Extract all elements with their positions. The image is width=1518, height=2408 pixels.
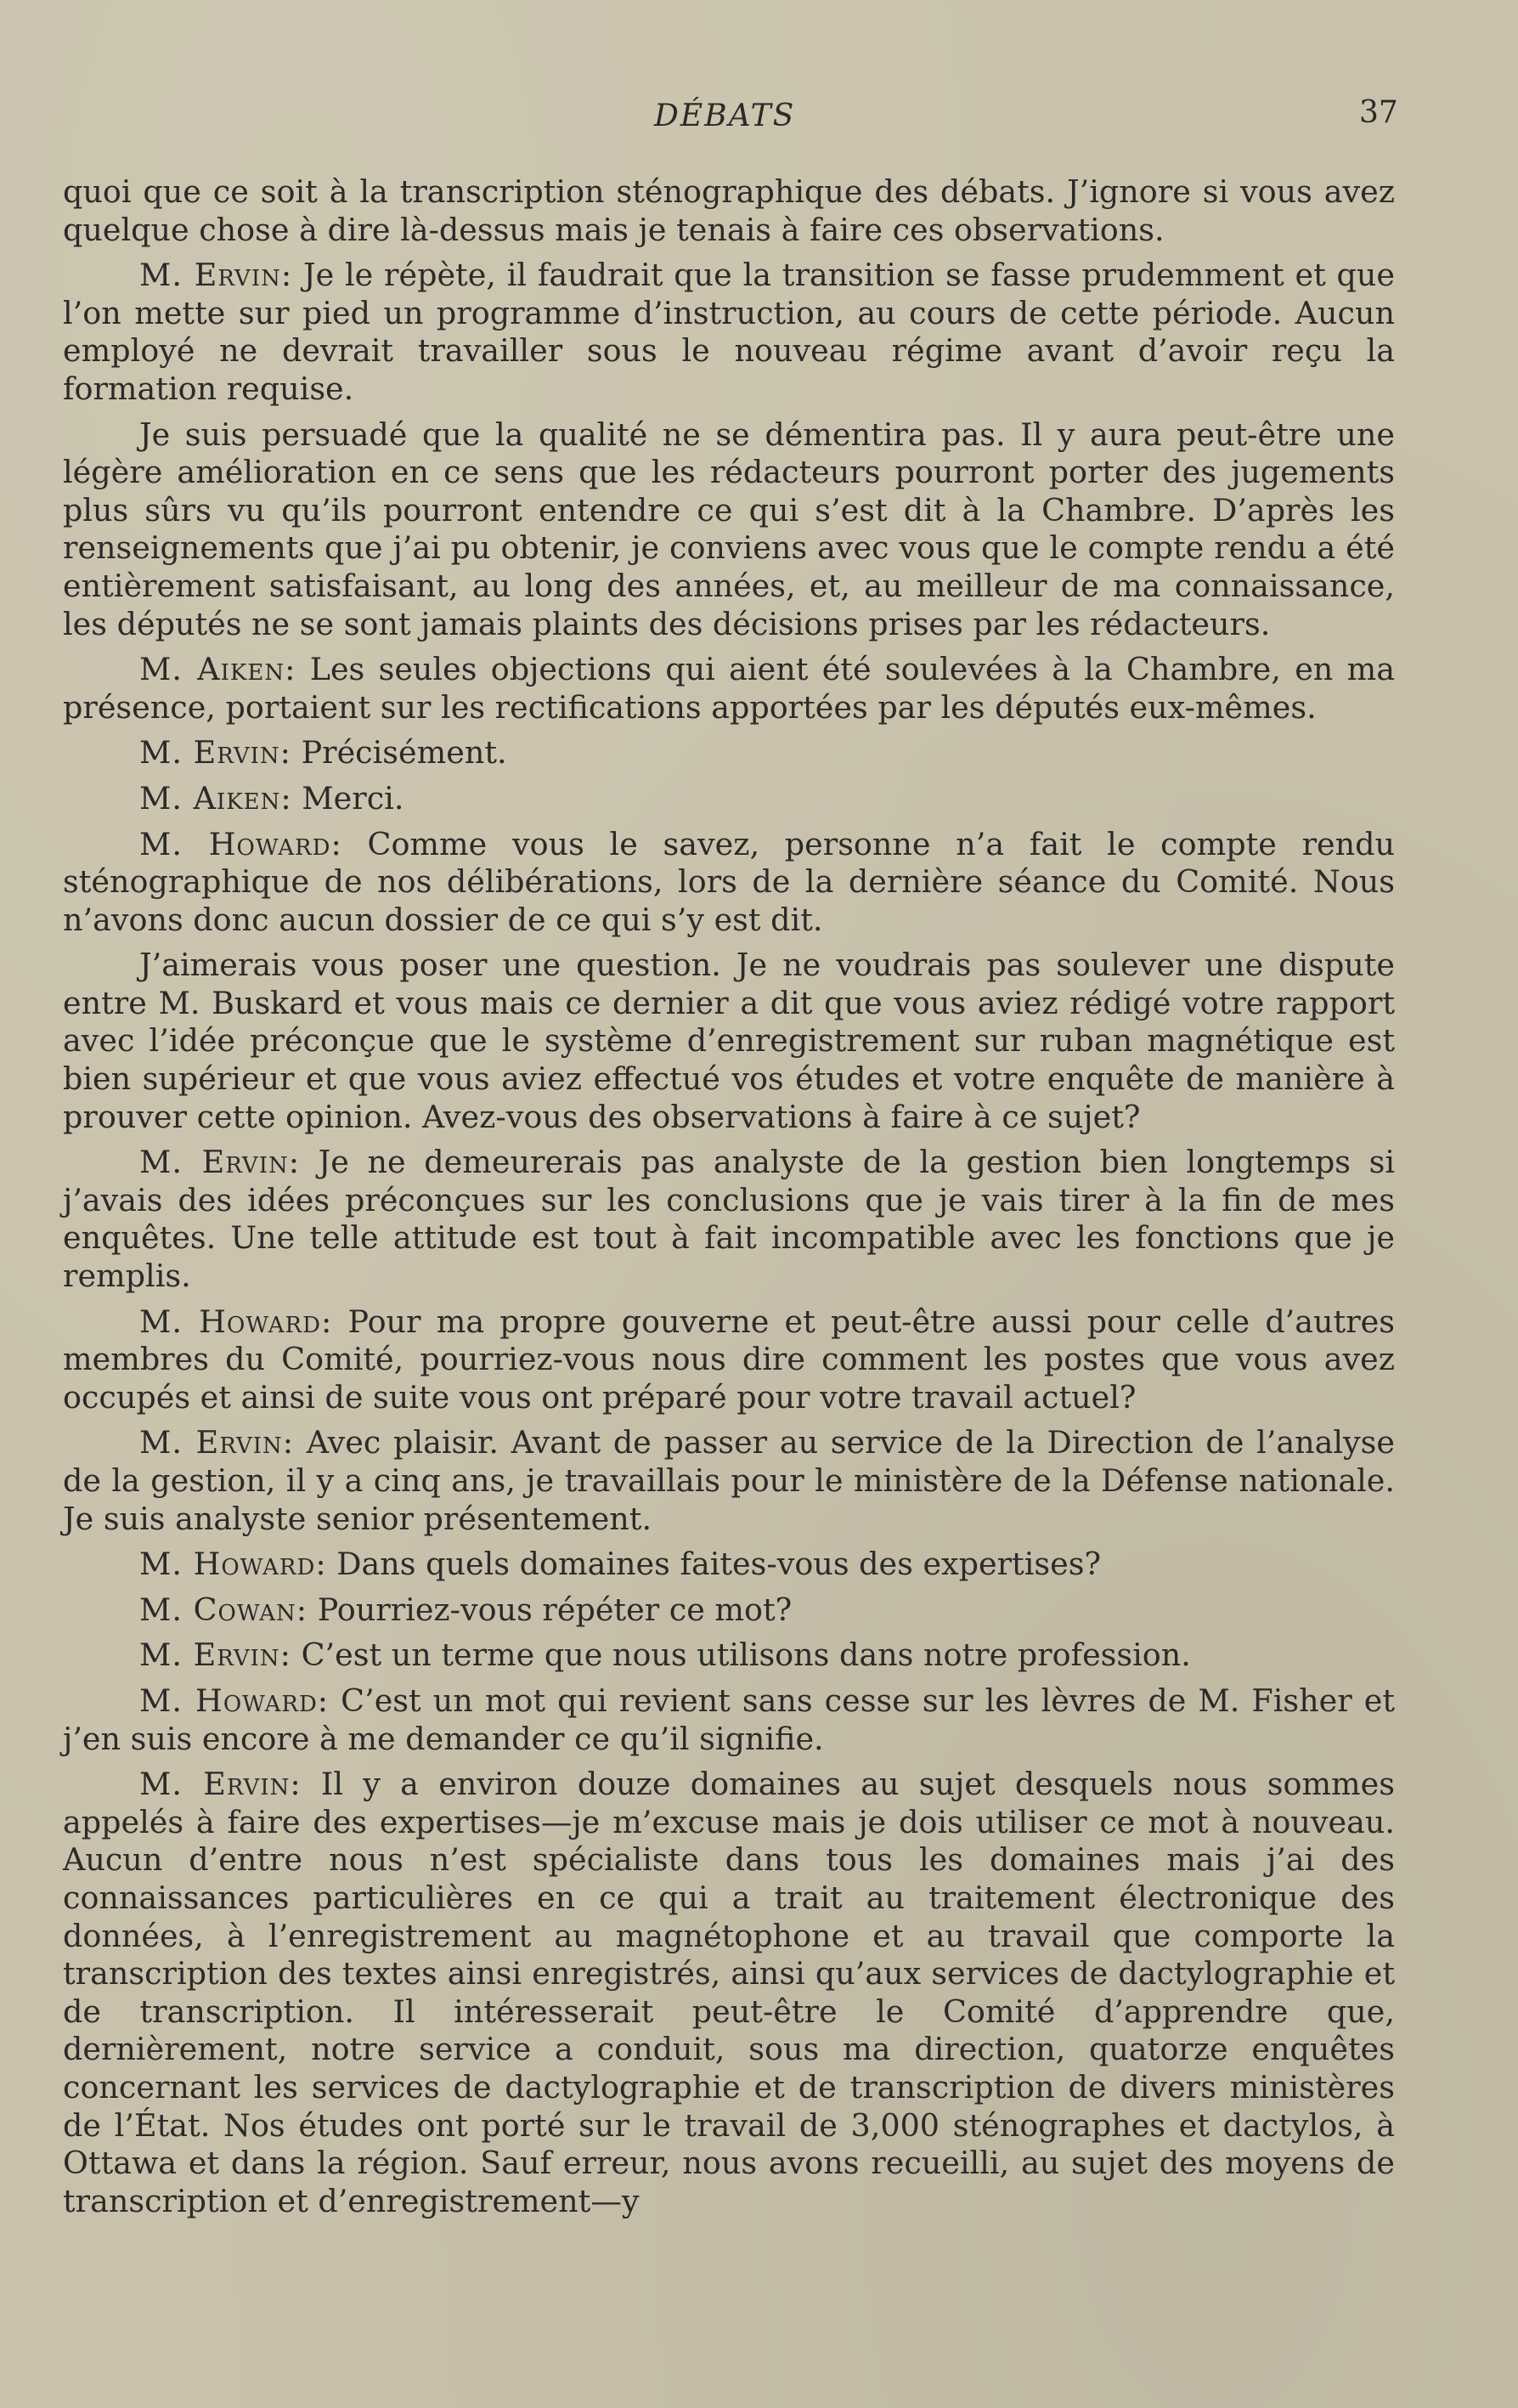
paragraph xyxy=(63,1766,1395,2220)
paragraph xyxy=(63,1682,1395,1758)
body-text xyxy=(63,173,1395,2228)
speaker-name: M. Ervin: xyxy=(139,257,293,294)
paragraph-text: Merci. xyxy=(302,779,404,817)
paragraph xyxy=(63,1546,1395,1584)
paragraph xyxy=(63,416,1395,644)
speaker-name: M. Howard: xyxy=(139,825,342,862)
paragraph-text: Je le répète, il faudrait que la transition se fasse prudemment et que l’on mette sur pied un programme d’instruction, au cours de cette période. Aucun employé ne devrait travailler sous le nouveau régime avant d’avoir reçu la formation requise. xyxy=(63,257,1396,407)
running-title: DÉBATS xyxy=(654,99,796,133)
paragraph-text: Pour ma propre gouverne et peut-être aussi pour celle d’autres membres du Comité, pourriez-vous nous dire comment les postes que vous avez occupés et ainsi de suite vous ont préparé pour votre travail actuel? xyxy=(63,1303,1396,1416)
speaker-name: M. Ervin: xyxy=(139,1636,291,1674)
paragraph-text: Pourriez-vous répéter ce mot? xyxy=(317,1591,793,1628)
paragraph xyxy=(63,947,1395,1136)
paragraph xyxy=(63,173,1395,249)
paragraph-text: Avec plaisir. Avant de passer au service de la Direction de l’analyse de la gestion, il y a cinq ans, je travaillais pour le ministère de la Défense nationale. Je suis analyste senior présentement. xyxy=(63,1424,1396,1537)
paragraph xyxy=(63,1144,1395,1295)
speaker-name: M. Ervin: xyxy=(139,734,291,772)
speaker-name: M. Cowan: xyxy=(139,1591,308,1628)
speaker-name: M. Ervin: xyxy=(139,1424,295,1461)
paragraph-text: C’est un mot qui revient sans cesse sur les lèvres de M. Fisher et j’en suis encore à me demander ce qu’il signifie. xyxy=(63,1682,1395,1757)
speaker-name: M. Howard: xyxy=(139,1682,330,1719)
paragraph-text: Dans quels domaines faites-vous des expertises? xyxy=(336,1546,1102,1583)
paragraph xyxy=(63,1303,1395,1417)
paragraph xyxy=(63,734,1395,772)
paragraph xyxy=(63,826,1395,940)
paragraph-text: Comme vous le savez, personne n’a fait le compte rendu sténographique de nos délibérations, lors de la dernière séance du Comité. Nous n’avons donc aucun dossier de ce qui s’y est dit. xyxy=(63,825,1395,938)
paragraph xyxy=(63,1636,1395,1675)
paragraph-text: Je suis persuadé que la qualité ne se démentira pas. Il y aura peut-être une légère amélioration en ce sens que les rédacteurs pourront porter des jugements plus sûrs vu qu’ils pourront entendre ce qui s’est dit à la Chambre. D’après les renseignements que j’ai pu obtenir, je conviens avec vous que le compte rendu a été entièrement satisfaisant, au long des années, et, au meilleur de ma connaissance, les députés ne se sont jamais plaints des décisions prises par les rédacteurs. xyxy=(63,415,1395,642)
paragraph xyxy=(63,651,1395,726)
speaker-name: M. Ervin: xyxy=(139,1766,302,1803)
paragraph-text: quoi que ce soit à la transcription sténographique des débats. J’ignore si vous avez quelque chose à dire là-dessus mais je tenais à faire ces observations. xyxy=(63,173,1395,248)
speaker-name: M. Howard: xyxy=(139,1546,327,1583)
paragraph xyxy=(63,1591,1395,1630)
paragraph xyxy=(63,257,1395,408)
paragraph-text: Il y a environ douze domaines au sujet desquels nous sommes appelés à faire des expertises—je m’excuse mais je dois utiliser ce mot à nouveau. Aucun d’entre nous n’est spécialiste dans tous les domaines mais j’ai des connaissances particulières en ce qui a trait au traitement électronique des données, à l’enregistrement au magnétophone et au travail que comporte la transcription des textes ainsi enregistrés, ainsi qu’aux services de dactylographie et de transcription. Il intéresserait peut-être le Comité d’apprendre que, dernièrement, notre service a conduit, sous ma direction, quatorze enquêtes concernant les services de dactylographie et de transcription de divers ministères de l’État. Nos études ont porté sur le travail de 3,000 sténographes et dactylos, à Ottawa et dans la région. Sauf erreur, nous avons recueilli, au sujet des moyens de transcription et d’enregistrement—y xyxy=(63,1766,1395,2219)
running-header xyxy=(0,95,1518,146)
paragraph xyxy=(63,1424,1395,1538)
paragraph-text: Je ne demeurerais pas analyste de la gestion bien longtemps si j’avais des idées préconçues sur les conclusions que je vais tirer à la fin de mes enquêtes. Une telle attitude est tout à fait incompatible avec les fonctions que je remplis. xyxy=(63,1144,1395,1295)
paragraph-text: C’est un terme que nous utilisons dans notre profession. xyxy=(301,1636,1191,1674)
paragraph-text: J’aimerais vous poser une question. Je ne voudrais pas soulever une dispute entre M. Buskard et vous mais ce dernier a dit que vous aviez rédigé votre rapport avec l’idée préconçue que le système d’enregistrement sur ruban magnétique est bien supérieur et que vous aviez effectué vos études et votre enquête de manière à prouver cette opinion. Avez-vous des observations à faire à ce sujet? xyxy=(63,947,1395,1135)
speaker-name: M. Howard: xyxy=(139,1303,333,1340)
speaker-name: M. Aiken: xyxy=(139,651,296,688)
paragraph xyxy=(63,780,1395,818)
page-number: 37 xyxy=(1359,95,1398,130)
speaker-name: M. Aiken: xyxy=(139,779,292,817)
paragraph-text: Précisément. xyxy=(301,734,507,772)
speaker-name: M. Ervin: xyxy=(139,1144,301,1181)
paragraph-text: Les seules objections qui aient été soulevées à la Chambre, en ma présence, portaient sur les rectifications apportées par les députés eux-mêmes. xyxy=(63,651,1395,726)
